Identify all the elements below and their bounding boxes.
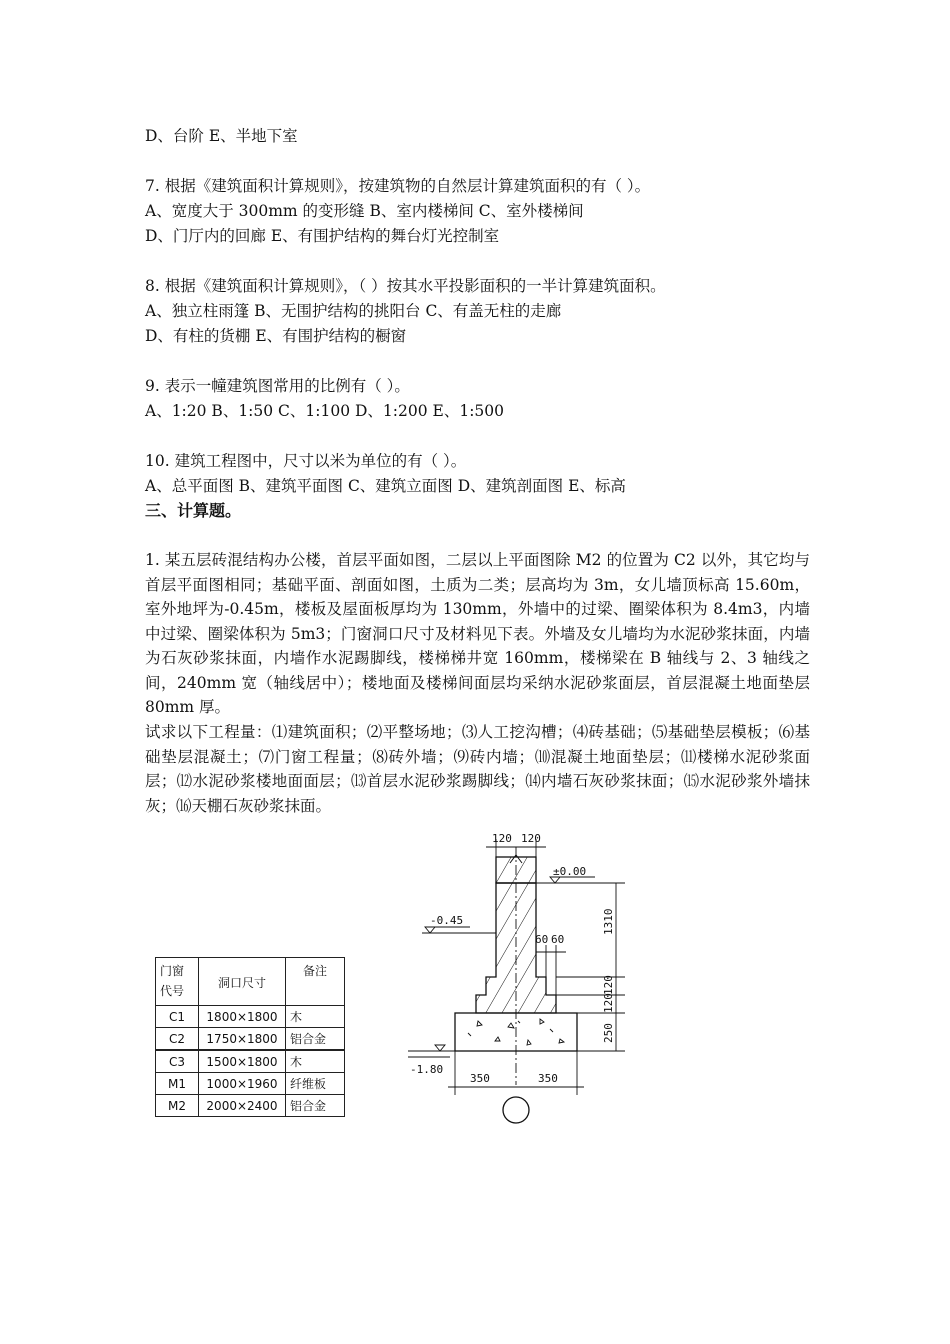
header-code: 门窗 代号 [156,958,199,1006]
dim-step-left: 60 [535,933,549,946]
question-8: 8. 根据《建筑面积计算规则》，（ ）按其水平投影面积的一半计算建筑面积。 [145,277,666,295]
table-row [156,1095,345,1117]
dim-base-right: 350 [538,1072,558,1085]
cell-code: C3 [156,1050,199,1073]
level-bottom: -1.80 [410,1063,444,1076]
level-ground: ±0.00 [553,865,587,878]
dim-step-2: 120 [602,993,615,1013]
cell-size: 1500×1800 [199,1050,286,1073]
section-heading: 三、计算题。 [145,501,242,520]
table-row [156,1006,345,1028]
question-7: 7. 根据《建筑面积计算规则》，按建筑物的自然层计算建筑面积的有（ ）。 [145,177,651,195]
table-header-row [156,958,345,1006]
option-line: D、有柱的货棚 E、有围护结构的橱窗 [145,327,407,345]
cell-code: M1 [156,1073,199,1095]
header-note: 备注 [286,958,345,1006]
cell-size: 1750×1800 [199,1028,286,1051]
question-9: 9. 表示一幢建筑图常用的比例有（ ）。 [145,377,410,395]
table-row [156,1073,345,1095]
axis-marker [503,1097,529,1123]
dim-cushion: 250 [602,1023,615,1043]
cell-size: 1800×1800 [199,1006,286,1028]
dim-top-left: 120 [492,832,512,845]
dim-step-right: 60 [551,933,565,946]
cell-size: 1000×1960 [199,1073,286,1095]
cell-note: 铝合金 [286,1095,345,1117]
option-line: A、总平面图 B、建筑平面图 C、建筑立面图 D、建筑剖面图 E、标高 [145,477,626,495]
question-10: 10. 建筑工程图中，尺寸以米为单位的有（ ）。 [145,452,467,470]
cell-code: C2 [156,1028,199,1051]
option-line: A、宽度大于 300mm 的变形缝 B、室内楼梯间 C、室外楼梯间 [145,202,584,220]
option-line: A、独立柱雨篷 B、无围护结构的挑阳台 C、有盖无柱的走廊 [145,302,562,320]
option-line: D、门厅内的回廊 E、有围护结构的舞台灯光控制室 [145,227,500,245]
cell-note: 木 [286,1006,345,1028]
dim-step-1: 120 [602,975,615,995]
option-line: A、1:20 B、1:50 C、1:100 D、1:200 E、1:500 [145,402,505,420]
option-line: D、台阶 E、半地下室 [145,127,298,145]
foundation-section-drawing [400,825,640,1130]
cell-code: M2 [156,1095,199,1117]
table-row [156,1050,345,1073]
table-row [156,1028,345,1051]
cell-note: 铝合金 [286,1028,345,1051]
dim-wall-height: 1310 [602,908,615,935]
dim-base-left: 350 [470,1072,490,1085]
task-list: 试求以下工程量：⑴建筑面积；⑵平整场地；⑶人工挖沟槽；⑷砖基础；⑸基础垫层模板；⑹基础垫层混凝土；⑺门窗工程量；⑻砖外墙；⑼砖内墙；⑽混凝土地面垫层；⑾楼梯水泥砂浆面层；⑿水泥砂浆楼地面面层；⒀首层水泥砂浆踢脚线；⒁内墙石灰砂浆抹面；⒂水泥砂浆外墙抹灰；⒃天棚石灰砂浆抹面。 [145,723,810,815]
door-window-table [155,957,345,1117]
cell-note: 木 [286,1050,345,1073]
cell-note: 纤维板 [286,1073,345,1095]
cell-code: C1 [156,1006,199,1028]
problem-statement: 1. 某五层砖混结构办公楼，首层平面如图，二层以上平面图除 M2 的位置为 C2 以外，其它均与首层平面图相同；基础平面、剖面如图，土质为二类；层高均为 3m，女儿墙顶标高 15.60m，室外地坪为-0.45m，楼板及屋面板厚均为 130mm，外墙中的过梁、圈梁体积为 8.4m3，内墙中过梁、圈梁体积为 5m3；门窗洞口尺寸及材料见下表。外墙及女儿墙均为水泥砂浆抹面，内墙为石灰砂浆抹面，内墙作水泥踢脚线，楼梯梯井宽 160mm，楼梯梁在 B 轴线与 2、3 轴线之间，240mm 宽（轴线居中）；楼地面及楼梯间面层均采纳水泥砂浆面层，首层混凝土地面垫层 80mm 厚。 [145,551,810,716]
cell-size: 2000×2400 [199,1095,286,1117]
level-outdoor: -0.45 [430,914,464,927]
dim-top-right: 120 [521,832,541,845]
header-size: 洞口尺寸 [199,958,286,1006]
